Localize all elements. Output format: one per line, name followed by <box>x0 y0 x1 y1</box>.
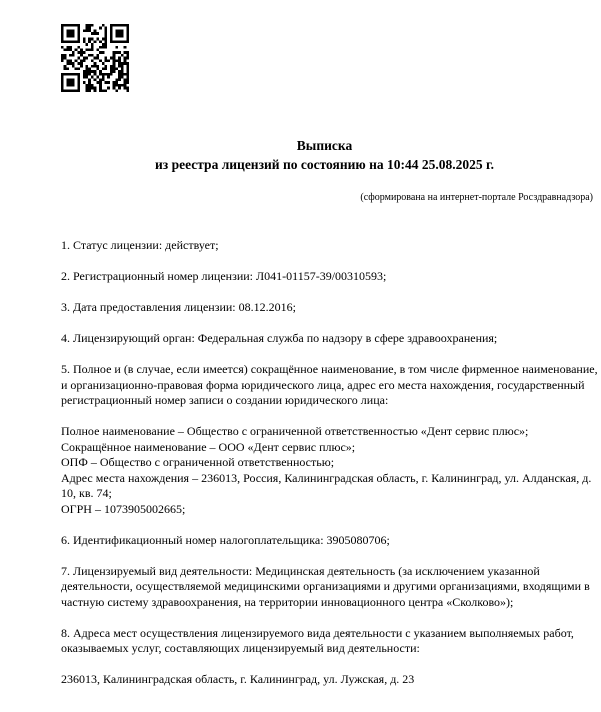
paragraph-grant-date: 3. Дата предоставления лицензии: 08.12.2016; <box>61 300 296 314</box>
paragraph-license-status: 1. Статус лицензии: действует; <box>61 238 219 252</box>
company-address: Адрес места нахождения – 236013, Россия, Калининградская область, г. Калининград, ул. Алданская, д. 10, кв. 74; <box>61 470 592 500</box>
paragraph-licensing-authority: 4. Лицензирующий орган: Федеральная служба по надзору в сфере здравоохранения; <box>61 331 498 345</box>
subtitle-note: (сформирована на интернет-портале Росздравнадзора) <box>360 192 593 203</box>
document-body <box>61 238 598 703</box>
paragraph-names-intro: 5. Полное и (в случае, если имеется) сокращённое наименование, в том числе фирменное наименование, и организационно-правовая форма юридического лица, адрес его места нахождения, государственный регистрационный номер записи о создании юридического лица: <box>61 362 598 407</box>
paragraph-activity-address: 236013, Калининградская область, г. Калининград, ул. Лужская, д. 23 <box>61 672 415 686</box>
company-short-name: Сокращённое наименование – ООО «Дент сервис плюс»; <box>61 439 356 454</box>
company-details-block <box>61 424 598 517</box>
paragraph-registration-number: 2. Регистрационный номер лицензии: Л041-01157-39/00310593; <box>61 269 387 283</box>
company-ogrn: ОГРН – 1073905002665; <box>61 501 186 516</box>
qr-code-image <box>61 24 129 92</box>
document-title-line2: из реестра лицензий по состоянию на 10:44 25.08.2025 г. <box>155 156 494 172</box>
paragraph-addresses-intro: 8. Адреса мест осуществления лицензируемого вида деятельности с указанием выполняемых работ, оказываемых услуг, составляющих лицензируемый вид деятельности: <box>61 625 574 655</box>
company-full-name: Полное наименование – Общество с ограниченной ответственностью «Дент сервис плюс»; <box>61 424 529 438</box>
paragraph-licensed-activity: 7. Лицензируемый вид деятельности: Медицинская деятельность (за исключением указанной деятельности, осуществляемой медицинскими организациями и другими организациями, входящими в частную систему здравоохранения, на территории инновационного центра «Сколково»); <box>61 563 590 609</box>
paragraph-inn: 6. Идентификационный номер налогоплательщика: 3905080706; <box>61 532 390 547</box>
document-title-line1: Выписка <box>296 138 353 153</box>
document-title <box>61 137 588 174</box>
company-opf: ОПФ – Общество с ограниченной ответственностью; <box>61 455 335 469</box>
